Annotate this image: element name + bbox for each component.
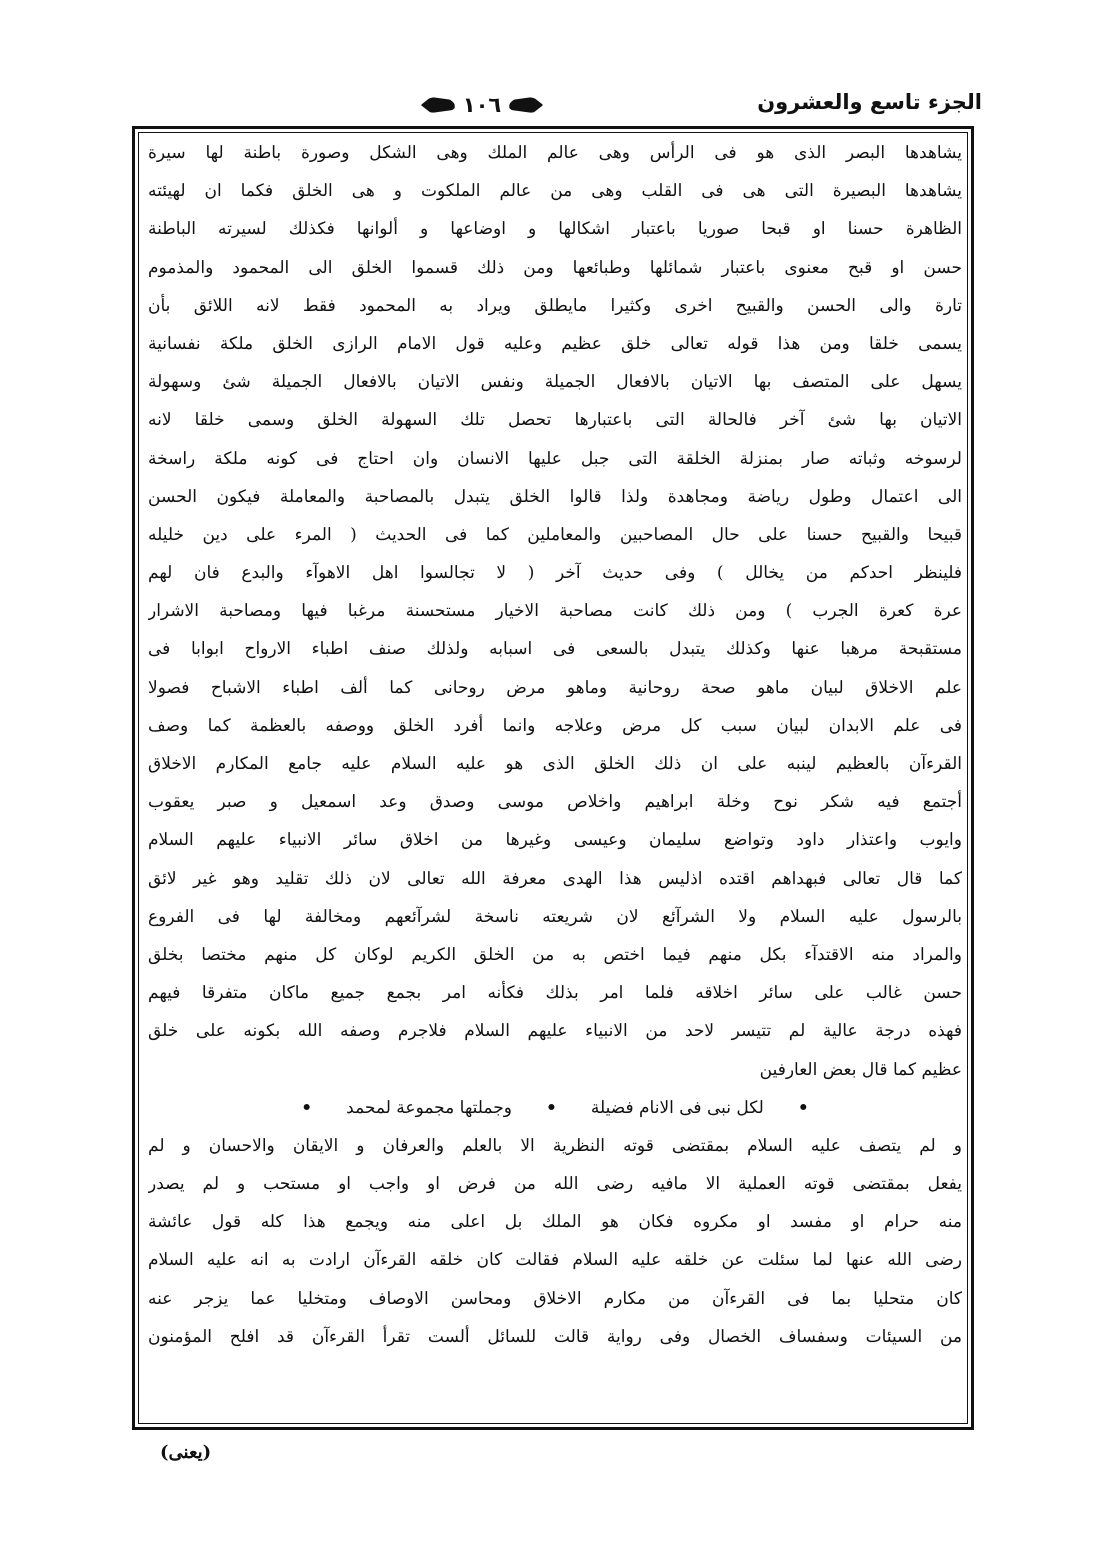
page-header [132,86,982,126]
verse-hemistich-1: لكل نبى فى الانام فضيلة [590,1097,764,1118]
verse-dot-icon: • [301,1097,313,1118]
text-line: يسهل على المتصف بها الاتيان بالافعال الجميلة ونفس الاتيان بالافعال الجميلة شئ وسهولة [148,372,962,393]
verse-hemistich-2: وجملتها مجموعة لمحمد [346,1097,512,1118]
text-line: فلينظر احدكم من يخالل ) وفى حديث آخر ( لا تجالسوا اهل الاهوآء والبدع فان لهم [148,563,962,584]
ornament-left-icon [421,97,455,113]
verse-line [148,1089,962,1127]
text-line: والمراد منه الاقتدآء بكل منهم فيما اختص به من الخلق الكريم لوكان كل منهم مختصا بخلق [148,944,962,965]
text-line: يشاهدها البصيرة التى هى فى القلب وهى من عالم الملكوت و هى الخلق فكما ان لهيئته [148,181,962,202]
main-text [148,134,962,1356]
text-line: عظيم كما قال بعض العارفين [759,1059,962,1080]
text-line: بالرسول عليه السلام ولا الشرآئع لان شريعته ناسخة لشرآئعهم ومخالفة لها فى الفروع [148,906,962,927]
running-title: الجزء تاسع والعشرون [757,90,982,114]
text-line: أجتمع فيه شكر نوح وخلة ابراهيم واخلاص موسى وصدق وعد اسمعيل و صبر يعقوب [148,792,962,813]
text-line: يفعل بمقتضى قوته العملية الا مافيه رضى الله من فرض او واجب او مستحب و لم يصدر [148,1174,962,1195]
text-line: مستقبحة مرهبا عنها وكذلك يتبدل بالسعى فى اسبابه ولذلك صنف اطباء الارواح ابوابا فى [148,639,962,660]
text-line: الظاهرة حسنا او قبحا صوريا باعتبار اشكالها و اوضاعها و ألوانها فكذلك لسيرته الباطنة [148,219,962,240]
ornament-right-icon [509,97,543,113]
text-line: تارة والى الحسن والقبيح اخرى وكثيرا مايطلق ويراد به المحمود فقط لانه اللائق بأن [148,295,962,316]
text-line: الاتيان بها شئ آخر فالحالة التى باعتبارها تحصل تلك السهولة الخلق وسمى خلقا لانه [148,410,962,431]
text-line: حسن او قبح معنوى باعتبار شمائلها وطبائعها ومن ذلك قسموا الخلق الى المحمود والمذموم [148,257,962,278]
text-line: يشاهدها البصر الذى هو فى الرأس وهى عالم الملك وهى الشكل وصورة باطنة لها سيرة [148,143,962,163]
text-line: فهذه درجة عالية لم تتيسر لاحد من الانبياء عليهم السلام فلاجرم وصفه الله بكونه على خلق [148,1021,962,1042]
text-line: يسمى خلقا ومن هذا قوله تعالى خلق عظيم وعليه قول الامام الرازى الخلق ملكة نفسانية [148,333,962,354]
text-line: علم الاخلاق لبيان ماهو صحة روحانية وماهو مرض روحانى كما ألف اطباء الاشباح فصولا [148,677,962,698]
text-line: كان متحليا بما فى القرءآن من مكارم الاخلاق ومحاسن الاوصاف ومتخليا عما يزجر عنه [148,1288,962,1309]
text-line: عرة كعرة الجرب ) ومن ذلك كانت مصاحبة الاخيار مستحسنة مرغبا فيها ومصاحبة الاشرار [148,601,962,622]
verse-dot-icon: • [545,1097,557,1118]
text-line: كما قال تعالى فبهداهم اقتده اذليس هذا الهدى معرفة الله تعالى لان ذلك تقليد وهو غير لائق [148,868,962,889]
text-line: لرسوخه وثباته صار بمنزلة الخلقة التى جبل عليها الانسان وان احتاج فى كونه ملكة راسخة [148,448,962,469]
text-line: رضى الله عنها لما سئلت عن خلقه عليه السلام فقالت كان خلقه القرءآن ارادت به انه عليه السلام [148,1250,962,1271]
text-line: الى اعتمال وطول رياضة ومجاهدة ولذا قالوا الخلق يتبدل بالمصاحبة والمعاملة فيكون الحسن [148,486,962,507]
page-number-block [412,90,552,120]
text-line: حسن غالب على سائر اخلاقه فلما امر بذلك فكأنه امر بجمع جميع ماكان متفرقا فيهم [148,983,962,1004]
text-line: من السيئات وسفساف الخصال وفى رواية قالت للسائل ألست تقرأ القرءآن قد افلح المؤمنون [148,1326,962,1347]
text-line: وايوب واعتذار داود وتواضع سليمان وعيسى وغيرها من اخلاق سائر الانبياء عليهم السلام [148,830,962,851]
text-line: القرءآن بالعظيم لينبه على ان ذلك الخلق الذى هو عليه السلام عليه جامع المكارم الاخلاق [148,754,962,774]
page-number: ١٠٦ [462,93,502,117]
catchword: (يعنى) [160,1442,212,1463]
text-line: فى علم الابدان لبيان سبب كل مرض وعلاجه وانما أفرد الخلق ووصفه بالعظمة كما وصف [148,715,962,736]
text-line: و لم يتصف عليه السلام بمقتضى قوته النظرية الا بالعلم والعرفان و الايقان والاحسان و لم [148,1135,962,1156]
verse-dot-icon: • [797,1097,809,1118]
text-line: قبيحا والقبيح حسنا على حال المصاحبين والمعاملين كما فى الحديث ( المرء على دين خليله [148,524,962,545]
text-line: منه حرام او مفسد او مكروه فكان هو الملك بل اعلى منه ويجمع هذا كله قول عائشة [148,1212,962,1233]
